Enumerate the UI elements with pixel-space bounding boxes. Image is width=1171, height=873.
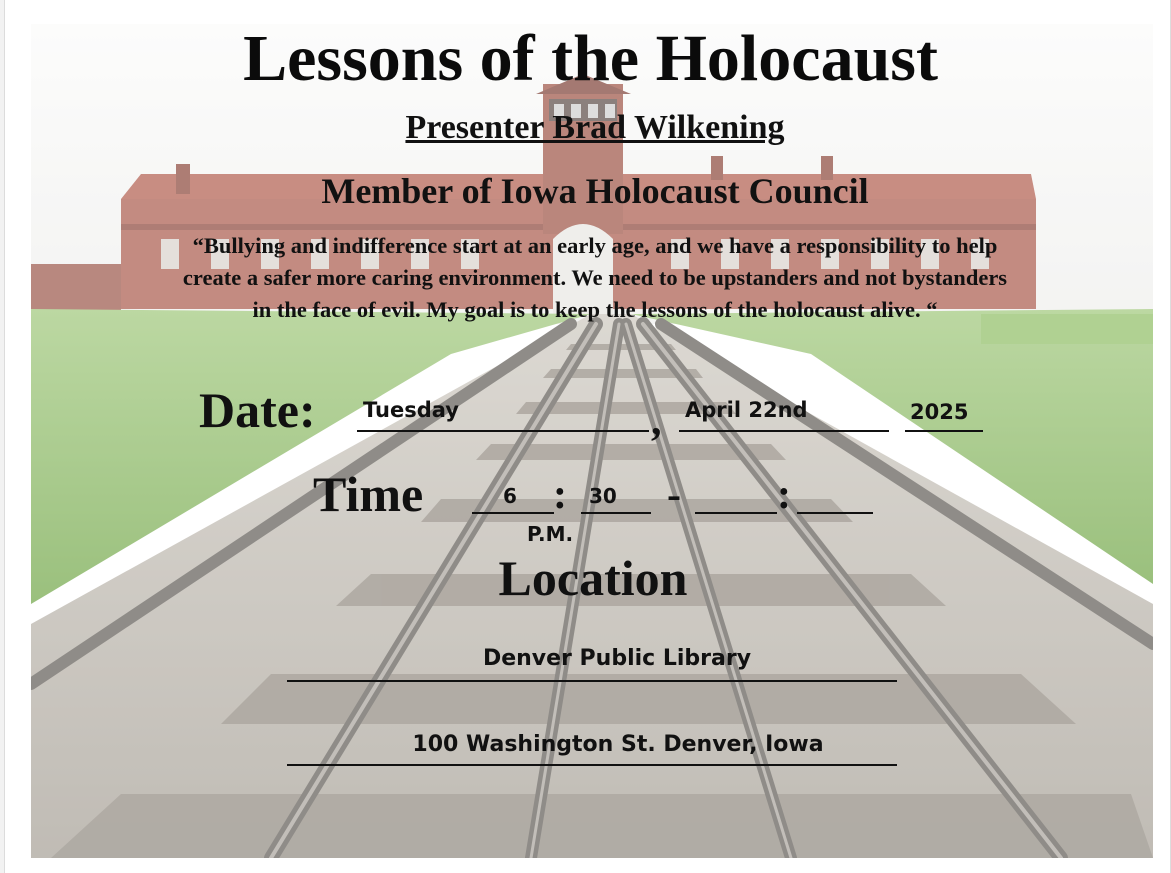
quote-line: in the face of evil. My goal is to keep the lessons of the holocaust alive. “ <box>252 297 938 322</box>
year-blank-line <box>905 430 983 432</box>
date-label: Date: <box>199 382 316 438</box>
time-label: Time <box>313 466 424 522</box>
date-month-day: April 22nd <box>685 398 808 422</box>
weekday-blank-line <box>357 430 649 432</box>
quote-line: create a safer more caring environment. We need to be upstanders and not bystanders <box>182 265 1008 290</box>
start-hour: 6 <box>503 484 517 508</box>
date-comma: , <box>651 398 662 444</box>
location-venue: Denver Public Library <box>482 646 752 671</box>
flyer-page <box>4 0 1171 873</box>
time-meridiem: P.M. <box>527 522 574 546</box>
flyer-title: Lessons of the Holocaust <box>243 22 938 95</box>
venue-blank-line <box>287 680 897 682</box>
start-minute-blank-line <box>581 512 651 514</box>
quote-line: “Bullying and indifference start at an early age, and we have a responsibility to help <box>192 233 998 258</box>
address-blank-line <box>287 764 897 766</box>
end-minute-blank-line <box>797 512 873 514</box>
month-day-blank-line <box>679 430 889 432</box>
council-affiliation: Member of Iowa Holocaust Council <box>321 171 869 211</box>
presenter-name: Presenter Brad Wilkening <box>405 109 785 146</box>
end-colon: : <box>777 472 791 518</box>
date-year: 2025 <box>910 400 969 424</box>
presenter-quote <box>45 230 1145 326</box>
time-range-dash: - <box>667 472 681 518</box>
start-colon: : <box>553 472 567 518</box>
location-address: 100 Washington St. Denver, Iowa <box>412 732 824 757</box>
location-label: Location <box>498 550 688 606</box>
start-minute: 30 <box>589 484 617 508</box>
start-hour-blank-line <box>472 512 554 514</box>
end-hour-blank-line <box>695 512 777 514</box>
date-weekday: Tuesday <box>363 398 459 422</box>
